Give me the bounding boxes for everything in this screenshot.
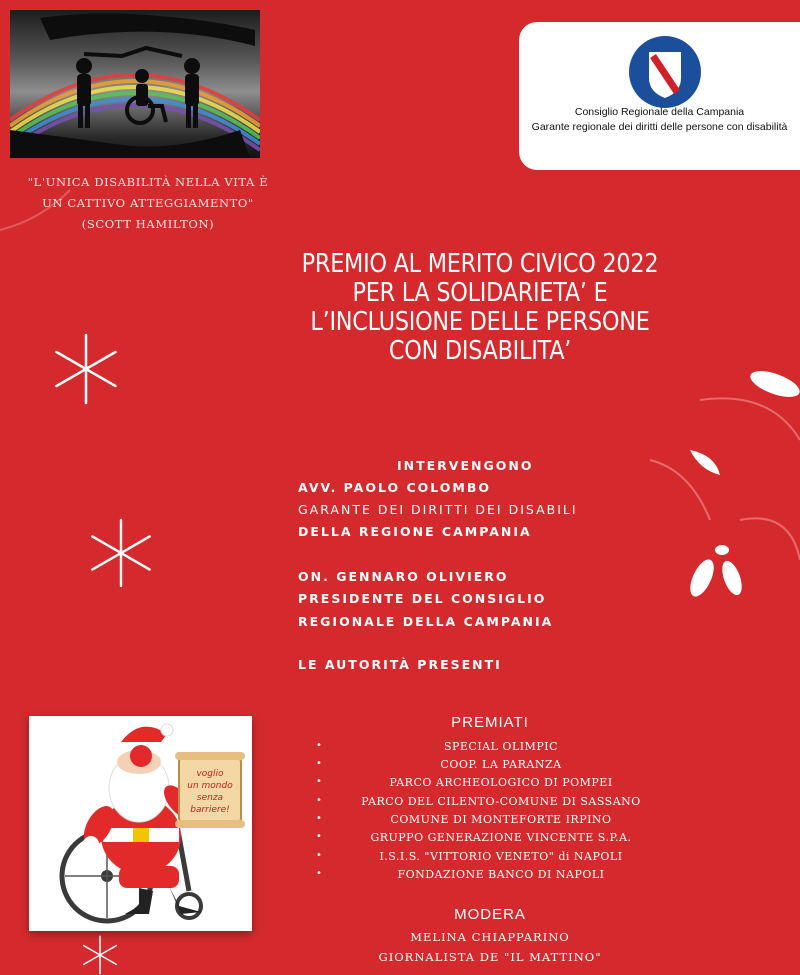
leaf-icon xyxy=(715,545,729,555)
bullet: • xyxy=(316,850,322,861)
bullet: • xyxy=(316,776,322,787)
speaker-name: ON. GENNARO OLIVIERO xyxy=(298,569,509,584)
speaker-role: PRESIDENTE DEL CONSIGLIO xyxy=(298,591,547,606)
page-title xyxy=(239,250,721,366)
speakers-heading: INTERVENGONO xyxy=(397,458,534,473)
bullet: • xyxy=(316,740,322,751)
santa-wheelchair-illustration xyxy=(29,716,252,931)
title-line: CON DISABILITA’ xyxy=(388,336,572,366)
bullet: • xyxy=(316,813,322,824)
moderator-role: GIORNALISTA DE "IL MATTINO" xyxy=(378,950,602,964)
leaf-icon xyxy=(747,366,800,403)
hands-icon xyxy=(40,13,255,46)
leaf-decoration xyxy=(640,360,800,620)
awardee: PARCO ARCHEOLOGICO DI POMPEI xyxy=(389,776,613,789)
bullet: • xyxy=(316,795,322,806)
awardee: FONDAZIONE BANCO DI NAPOLI xyxy=(397,868,605,881)
region-emblem-icon xyxy=(623,32,707,116)
inclusion-photo xyxy=(10,10,260,158)
list-item xyxy=(316,868,676,886)
council-logo-box xyxy=(519,22,800,170)
awardee: I.S.I.S. "VITTORIO VENETO" di NAPOLI xyxy=(379,850,623,863)
list-item xyxy=(316,776,676,794)
bullet: • xyxy=(316,868,322,879)
snowflake-icon xyxy=(68,935,132,975)
snowflake-icon xyxy=(50,333,122,405)
moderator-name: MELINA CHIAPPARINO xyxy=(410,930,570,944)
snowflake-icon xyxy=(86,518,156,588)
list-item xyxy=(316,758,676,776)
title-line: L’INCLUSIONE DELLE PERSONE xyxy=(310,307,650,337)
sign-text: barriere! xyxy=(190,805,230,815)
leaf-icon xyxy=(690,450,720,475)
awardee: COOP. LA PARANZA xyxy=(440,758,562,771)
speaker-role: DELLA REGIONE CAMPANIA xyxy=(298,524,532,539)
leaf-icon xyxy=(685,556,718,600)
quote-line: UN CATTIVO ATTEGGIAMENTO" xyxy=(42,196,254,210)
awardee: PARCO DEL CILENTO-COMUNE DI SASSANO xyxy=(361,795,641,808)
quote-author: (SCOTT HAMILTON) xyxy=(81,217,215,231)
list-item xyxy=(316,831,676,849)
bullet: • xyxy=(316,758,322,769)
moderator-heading: MODERA xyxy=(454,906,526,923)
sign-text: senza xyxy=(196,793,224,803)
speaker-name: AVV. PAOLO COLOMBO xyxy=(298,480,492,495)
title-line: PER LA SOLIDARIETA’ E xyxy=(352,278,608,308)
logo-council-name: Consiglio Regionale della Campania xyxy=(574,106,745,118)
hands-icon xyxy=(10,130,250,158)
title-line: PREMIO AL MERITO CIVICO 2022 xyxy=(301,249,659,279)
leaf-outline xyxy=(650,460,710,520)
awardee: COMUNE DI MONTEFORTE IRPINO xyxy=(390,813,612,826)
awardees-heading: PREMIATI xyxy=(451,714,529,731)
leaf-icon xyxy=(718,558,745,597)
list-item xyxy=(316,740,676,758)
speaker-role: GARANTE DEI DIRITTI DEI DISABILI xyxy=(298,502,578,517)
quote xyxy=(18,172,278,235)
leaf-outline xyxy=(700,398,800,440)
scroll-sign xyxy=(175,752,245,828)
list-item xyxy=(316,813,676,831)
bullet: • xyxy=(316,831,322,842)
authorities: LE AUTORITÀ PRESENTI xyxy=(298,657,502,672)
quote-line: "L'UNICA DISABILITÀ NELLA VITA È xyxy=(27,175,269,189)
awardee: GRUPPO GENERAZIONE VINCENTE S.P.A. xyxy=(370,831,632,844)
speaker-role: REGIONALE DELLA CAMPANIA xyxy=(298,614,554,629)
list-item xyxy=(316,795,676,813)
list-item xyxy=(316,850,676,868)
awardee: SPECIAL OLIMPIC xyxy=(443,740,559,753)
sign-text: un mondo xyxy=(187,781,233,791)
sign-text: voglio xyxy=(196,769,224,779)
logo-guarantor-name: Garante regionale dei diritti delle persone con disabilità xyxy=(531,121,788,133)
leaf-outline xyxy=(740,518,800,560)
